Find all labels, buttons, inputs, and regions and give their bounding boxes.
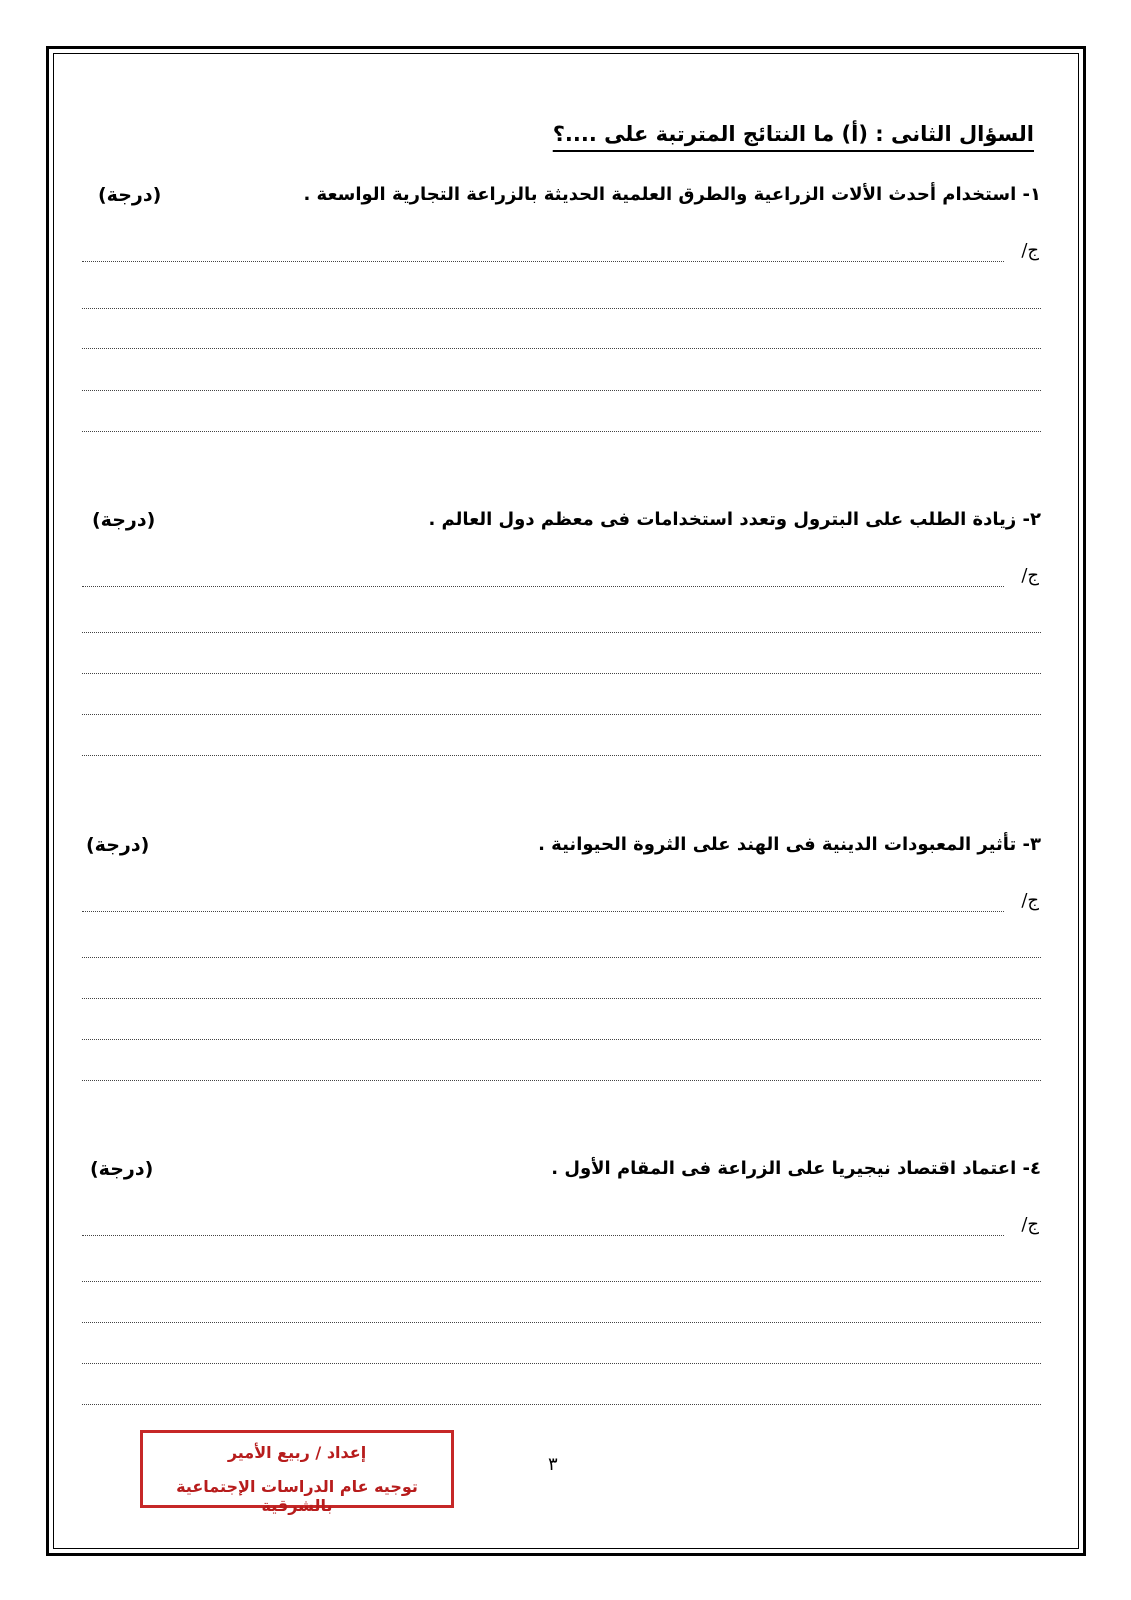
answer-2-line[interactable] [82,714,1041,715]
dotted-line [82,1235,1004,1236]
answer-prefix: ج/ [1021,565,1039,586]
question-4-mark: (درجة) [90,1158,154,1180]
credit-box [140,1430,454,1515]
answer-2-line-first[interactable] [82,565,1041,591]
answer-3-line-first[interactable] [82,890,1041,916]
answer-3-line[interactable] [82,998,1041,999]
question-2-mark: (درجة) [92,509,156,531]
answer-prefix: ج/ [1021,890,1039,911]
answer-4-line[interactable] [82,1404,1041,1405]
answer-2-line[interactable] [82,632,1041,633]
credit-department: توجيه عام الدراسات الإجتماعية بالشرقية [176,1477,418,1515]
page-border-inner [53,53,1079,1549]
question-1-text: ١- استخدام أحدث الألات الزراعية والطرق العلمية الحديثة بالزراعة التجارية الواسعة . [303,184,1041,205]
answer-4-line[interactable] [82,1281,1041,1282]
answer-1-line[interactable] [82,348,1041,349]
answer-2-line[interactable] [82,755,1041,756]
question-2-text: ٢- زيادة الطلب على البترول وتعدد استخدامات فى معظم دول العالم . [428,509,1041,530]
answer-1-line[interactable] [82,308,1041,309]
page-number: ٣ [548,1454,558,1475]
credit-author: إعداد / ربيع الأمير [227,1443,367,1462]
answer-4-line[interactable] [82,1363,1041,1364]
question-3-mark: (درجة) [86,834,150,856]
answer-4-line-first[interactable] [82,1214,1041,1240]
answer-3-line[interactable] [82,1080,1041,1081]
question-4-text: ٤- اعتماد اقتصاد نيجيريا على الزراعة فى المقام الأول . [551,1158,1041,1179]
dotted-line [82,586,1004,587]
section-heading: السؤال الثانى : (أ) ما النتائج المترتبة على ....؟ [552,122,1034,146]
dotted-line [82,261,1004,262]
answer-prefix: ج/ [1021,240,1039,261]
dotted-line [82,911,1004,912]
question-3-text: ٣- تأثير المعبودات الدينية فى الهند على الثروة الحيوانية . [538,834,1041,855]
answer-3-line[interactable] [82,1039,1041,1040]
answer-1-line[interactable] [82,431,1041,432]
question-1-mark: (درجة) [98,184,162,206]
answer-4-line[interactable] [82,1322,1041,1323]
answer-2-line[interactable] [82,673,1041,674]
answer-3-line[interactable] [82,957,1041,958]
answer-1-line[interactable] [82,390,1041,391]
answer-prefix: ج/ [1021,1214,1039,1235]
answer-1-line-first[interactable] [82,240,1041,266]
